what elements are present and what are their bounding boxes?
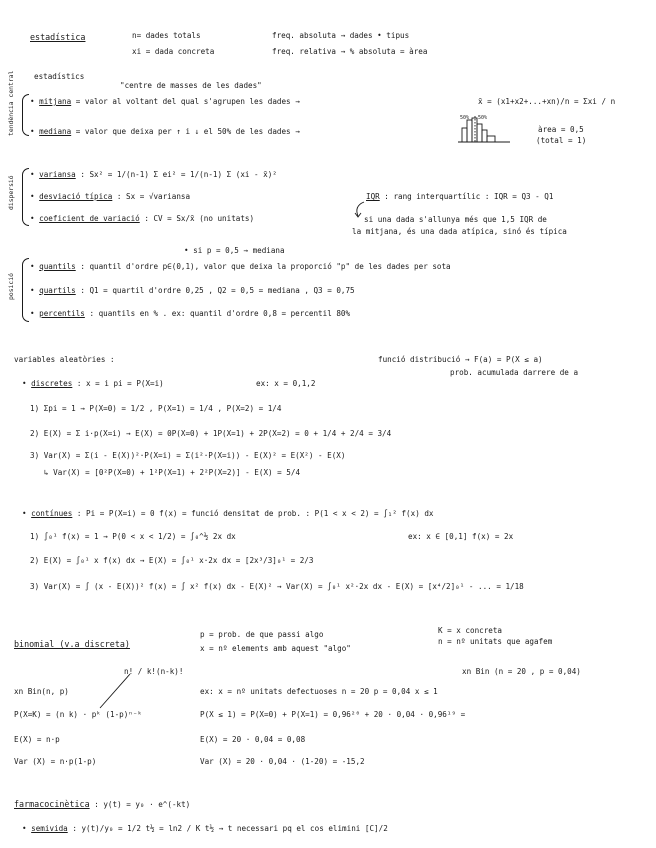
- quantils-term: quantils: [39, 262, 76, 271]
- binomial-pmf: P(X=K) = (n k) · pᵏ (1-p)ⁿ⁻ᵏ: [14, 710, 143, 719]
- continues-header: : Pi = P(X=i) = 0 f(x) = funció densitat de prob. : P(1 < x < 2) = ∫₁² f(x) dx: [76, 509, 434, 518]
- mediana-text: = valor que deixa per ↑ i ↓ el 50% de les dades →: [75, 127, 300, 136]
- iqr-note-2: la mitjana, és una dada atípica, sinó és típica: [352, 227, 567, 236]
- continues-term: contínues: [31, 509, 73, 518]
- desviacio-term: desviació típica: [39, 192, 113, 201]
- posicio-label: posició: [7, 273, 15, 301]
- n-definition: n= dades totals: [132, 31, 201, 40]
- tendencia-central-label: tendència central: [7, 70, 15, 136]
- farmaco-formula: : y(t) = y₀ · e^(-kt): [94, 800, 191, 809]
- mitjana-formula: x̄ = (x1+x2+...+xn)/n = Σxi / n: [478, 97, 616, 106]
- binomial-example: ex: x = nº unitats defectuoses n = 20 p = 0,04 x ≤ 1: [200, 687, 438, 696]
- binomial-p-def: p = prob. de que passi algo: [200, 630, 324, 639]
- percentils-text: : quantils en % . ex: quantil d'ordre 0,8 = percentil 80%: [89, 309, 351, 318]
- mitjana-text: = valor al voltant del qual s'agrupen les dades →: [75, 97, 300, 106]
- continues-row: • contínues : Pi = P(X=i) = 0 f(x) = funció densitat de prob. : P(1 < x < 2) = ∫₁² f(x) dx: [22, 509, 434, 518]
- si-p-mediana: • si p = 0,5 → mediana: [184, 246, 285, 255]
- estadistics-title: estadístics: [34, 72, 85, 81]
- discretes-line-4: ↳ Var(X) = [0²P(X=0) + 1²P(X=1) + 2²P(X=2)] - E(X) = 5/4: [44, 468, 301, 477]
- hist-right-label: 50%: [478, 115, 488, 121]
- discretes-line-2: 2) E(X) = Σ i·p(X=i) → E(X) = 0P(X=0) + 1P(X=1) + 2P(X=2) = 0 + 1/4 + 2/4 = 3/4: [30, 429, 392, 438]
- iqr-term: IQR: [366, 192, 380, 201]
- binomial-expectation-value: E(X) = 20 · 0,04 = 0,08: [200, 735, 306, 744]
- quartils-term: quartils: [39, 286, 76, 295]
- hist-left-label: 50%: [460, 115, 470, 121]
- mitjana-term: mitjana: [39, 97, 72, 106]
- discretes-line-3: 3) Var(X) = Σ(i - E(X))²·P(X=i) = Σ(i²·P(X=i)) - E(X)² = E(X²) - E(X): [30, 451, 346, 460]
- percentils-row: • percentils : quantils en % . ex: quantil d'ordre 0,8 = percentil 80%: [30, 309, 351, 318]
- iqr-text: : rang interquartílic : IQR = Q3 - Q1: [384, 192, 554, 201]
- continues-line-1: 1) ∫₀¹ f(x) = 1 → P(0 < x < 1/2) = ∫₀^½ 2x dx: [30, 532, 236, 541]
- quartils-text: : Q1 = quartil d'ordre 0,25 , Q2 = 0,5 = mediana , Q3 = 0,75: [80, 286, 355, 295]
- semivida-text: : y(t)/y₀ = 1/2 t½ = ln2 / K t½ → t necessari pq el cos elimini [C]/2: [72, 824, 388, 833]
- discretes-header: : x = i pi = P(X=i): [76, 379, 164, 388]
- variansa-row: • variansa : Sx² = 1/(n-1) Σ ei² = 1/(n-1) Σ (xi - x̄)²: [30, 170, 277, 179]
- continues-example: ex: x ∈ [0,1] f(x) = 2x: [408, 532, 514, 541]
- binomial-expectation: E(X) = n·p: [14, 735, 60, 744]
- centre-masses-note: "centre de masses de les dades": [120, 81, 262, 90]
- estadistica-title: estadística: [30, 32, 86, 42]
- continues-line-2: 2) E(X) = ∫₀¹ x f(x) dx → E(X) = ∫₀¹ x·2x dx = [2x³/3]₀¹ = 2/3: [30, 556, 314, 565]
- binomial-n-def: n = nº unitats que agafem: [438, 637, 553, 646]
- binomial-pmf-example: P(X ≤ 1) = P(X=0) + P(X=1) = 0,96²⁰ + 20 · 0,04 · 0,96¹⁹ =: [200, 710, 466, 719]
- quantils-row: • quantils : quantil d'ordre p∈(0,1), valor que deixa la proporció "p" de les dades per sota: [30, 262, 451, 271]
- coeficient-row: • coeficient de variació : CV = Sx/x̄ (no unitats): [30, 214, 255, 223]
- prob-acumulada: prob. acumulada darrere de a: [450, 368, 579, 377]
- posicio-bracket: [22, 258, 29, 322]
- mediana-row: • mediana = valor que deixa per ↑ i ↓ el 50% de les dades →: [30, 127, 300, 136]
- desviacio-formula: : Sx = √variansa: [116, 192, 191, 201]
- iqr-note-1: si una dada s'allunya més que 1,5 IQR de: [364, 215, 547, 224]
- coeficient-formula: : CV = Sx/x̄ (no unitats): [144, 214, 255, 223]
- discretes-line-1: 1) Σpi = 1 → P(X=0) = 1/2 , P(X=1) = 1/4 , P(X=2) = 1/4: [30, 404, 282, 413]
- funcio-distribucio: funció distribució → F(a) = P(X ≤ a): [378, 355, 543, 364]
- quantils-text: : quantil d'ordre p∈(0,1), valor que deixa la proporció "p" de les dades per sota: [80, 262, 451, 271]
- area-note: àrea = 0,5: [538, 125, 584, 134]
- binomial-variance-value: Var (X) = 20 · 0,04 · (1-20) = -15,2: [200, 757, 365, 766]
- xi-definition: xi = dada concreta: [132, 47, 215, 56]
- variansa-formula: : Sx² = 1/(n-1) Σ ei² = 1/(n-1) Σ (xi - x̄)²: [80, 170, 277, 179]
- binomial-k-def: K = x concreta: [438, 626, 503, 635]
- dispersio-bracket: [22, 168, 29, 226]
- binomial-example-distribution: xn Bin (n = 20 , p = 0,04): [462, 667, 581, 676]
- semivida-term: semivida: [31, 824, 68, 833]
- binomial-title: binomial (v.a discreta): [14, 639, 130, 649]
- quartils-row: • quartils : Q1 = quartil d'ordre 0,25 , Q2 = 0,5 = mediana , Q3 = 0,75: [30, 286, 355, 295]
- binomial-xn: xn Bin(n, p): [14, 687, 69, 696]
- iqr-row: [366, 193, 553, 202]
- tendencia-bracket: [22, 94, 29, 136]
- discretes-example: ex: x = 0,1,2: [256, 379, 316, 388]
- percentils-term: percentils: [39, 309, 85, 318]
- binomial-coefficient-fraction: n! / k!(n-k)!: [124, 667, 184, 676]
- binomial-pointer: [96, 672, 132, 712]
- continues-line-3: 3) Var(X) = ∫ (x - E(X))² f(x) = ∫ x² f(x) dx - E(X)² → Var(X) = ∫₀¹ x²·2x dx - E(X) = [x⁴/2]₀¹ - ... = 1/18: [30, 582, 524, 591]
- farmaco-title: farmacocinètica: [14, 799, 90, 809]
- desviacio-row: • desviació típica : Sx = √variansa: [30, 192, 191, 201]
- total-note: (total = 1): [536, 136, 587, 145]
- binomial-variance: Var (X) = n·p(1-p): [14, 757, 97, 766]
- coeficient-term: coeficient de variació: [39, 214, 140, 223]
- binomial-x-def: x = nº elements amb aquest "algo": [200, 644, 351, 653]
- discretes-row: • discretes : x = i pi = P(X=i): [22, 379, 164, 388]
- freq-relativa: freq. relativa → % absoluta = àrea: [272, 47, 428, 56]
- freq-absoluta: freq. absoluta → dades • tipus: [272, 31, 410, 40]
- semivida-row: • semivida : y(t)/y₀ = 1/2 t½ = ln2 / K t½ → t necessari pq el cos elimini [C]/2: [22, 824, 388, 833]
- variansa-term: variansa: [39, 170, 76, 179]
- discretes-term: discretes: [31, 379, 73, 388]
- farmaco-row: [14, 800, 190, 810]
- variables-title: variables aleatòries :: [14, 355, 115, 364]
- mediana-term: mediana: [39, 127, 72, 136]
- mitjana-row: • mitjana = valor al voltant del qual s'agrupen les dades →: [30, 97, 300, 106]
- dispersio-label: dispersió: [7, 175, 15, 211]
